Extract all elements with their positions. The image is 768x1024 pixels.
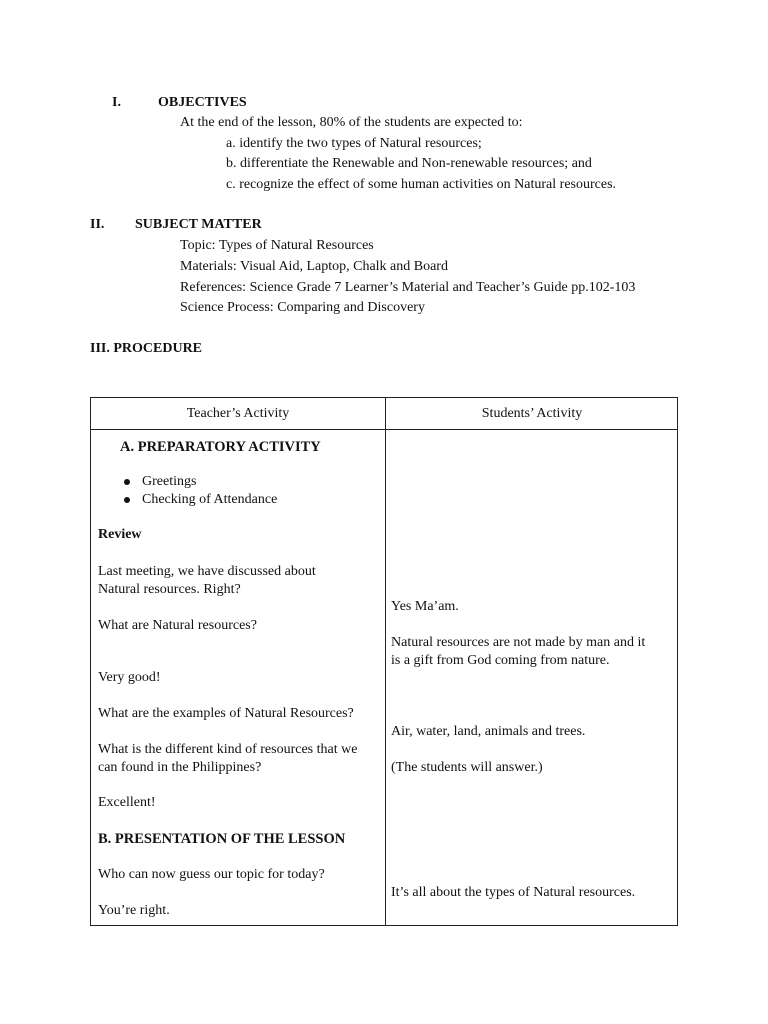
objective-item: a. identify the two types of Natural resources; [226,136,482,151]
subject-matter-numeral: II. [90,217,105,232]
student-line: Air, water, land, animals and trees. [391,724,586,739]
objectives-numeral: I. [112,95,121,110]
teacher-line: can found in the Philippines? [98,760,262,775]
bullet-greetings: Greetings [142,474,197,489]
bullet-icon [124,497,130,503]
teacher-line: Excellent! [98,795,156,810]
header-students-activity: Students’ Activity [481,406,583,421]
teacher-line: Natural resources. Right? [98,582,241,597]
objectives-intro: At the end of the lesson, 80% of the students are expected to: [180,115,523,130]
section-a-heading: A. PREPARATORY ACTIVITY [120,439,321,455]
teacher-line: What are the examples of Natural Resources? [98,706,354,721]
student-line: is a gift from God coming from nature. [391,653,610,668]
teacher-line: Very good! [98,670,161,685]
teacher-line: Who can now guess our topic for today? [98,867,325,882]
bullet-attendance: Checking of Attendance [142,492,278,507]
subject-materials: Materials: Visual Aid, Laptop, Chalk and Board [180,259,448,274]
student-line: (The students will answer.) [391,760,543,775]
section-b-heading: B. PRESENTATION OF THE LESSON [98,831,346,847]
subject-matter-heading: SUBJECT MATTER [135,217,262,232]
teacher-line: Last meeting, we have discussed about [98,564,316,579]
subject-science-process: Science Process: Comparing and Discovery [180,300,425,315]
teacher-line: What are Natural resources? [98,618,257,633]
activity-table [90,397,678,926]
objectives-heading: OBJECTIVES [158,95,247,110]
student-line: Natural resources are not made by man and it [391,635,646,650]
teacher-line: You’re right. [98,903,170,918]
review-heading: Review [98,527,142,542]
student-line: It’s all about the types of Natural resources. [391,885,636,900]
subject-topic: Topic: Types of Natural Resources [180,238,374,253]
student-line: Yes Ma’am. [391,599,459,614]
objective-item: c. recognize the effect of some human activities on Natural resources. [226,177,617,192]
column-divider [385,398,386,925]
header-teachers-activity: Teacher’s Activity [186,406,290,421]
subject-references: References: Science Grade 7 Learner’s Material and Teacher’s Guide pp.102-103 [180,280,636,295]
header-divider [91,429,677,430]
teacher-line: What is the different kind of resources that we [98,742,358,757]
bullet-icon [124,479,130,485]
objective-item: b. differentiate the Renewable and Non-renewable resources; and [226,156,592,171]
procedure-heading: III. PROCEDURE [90,341,203,356]
